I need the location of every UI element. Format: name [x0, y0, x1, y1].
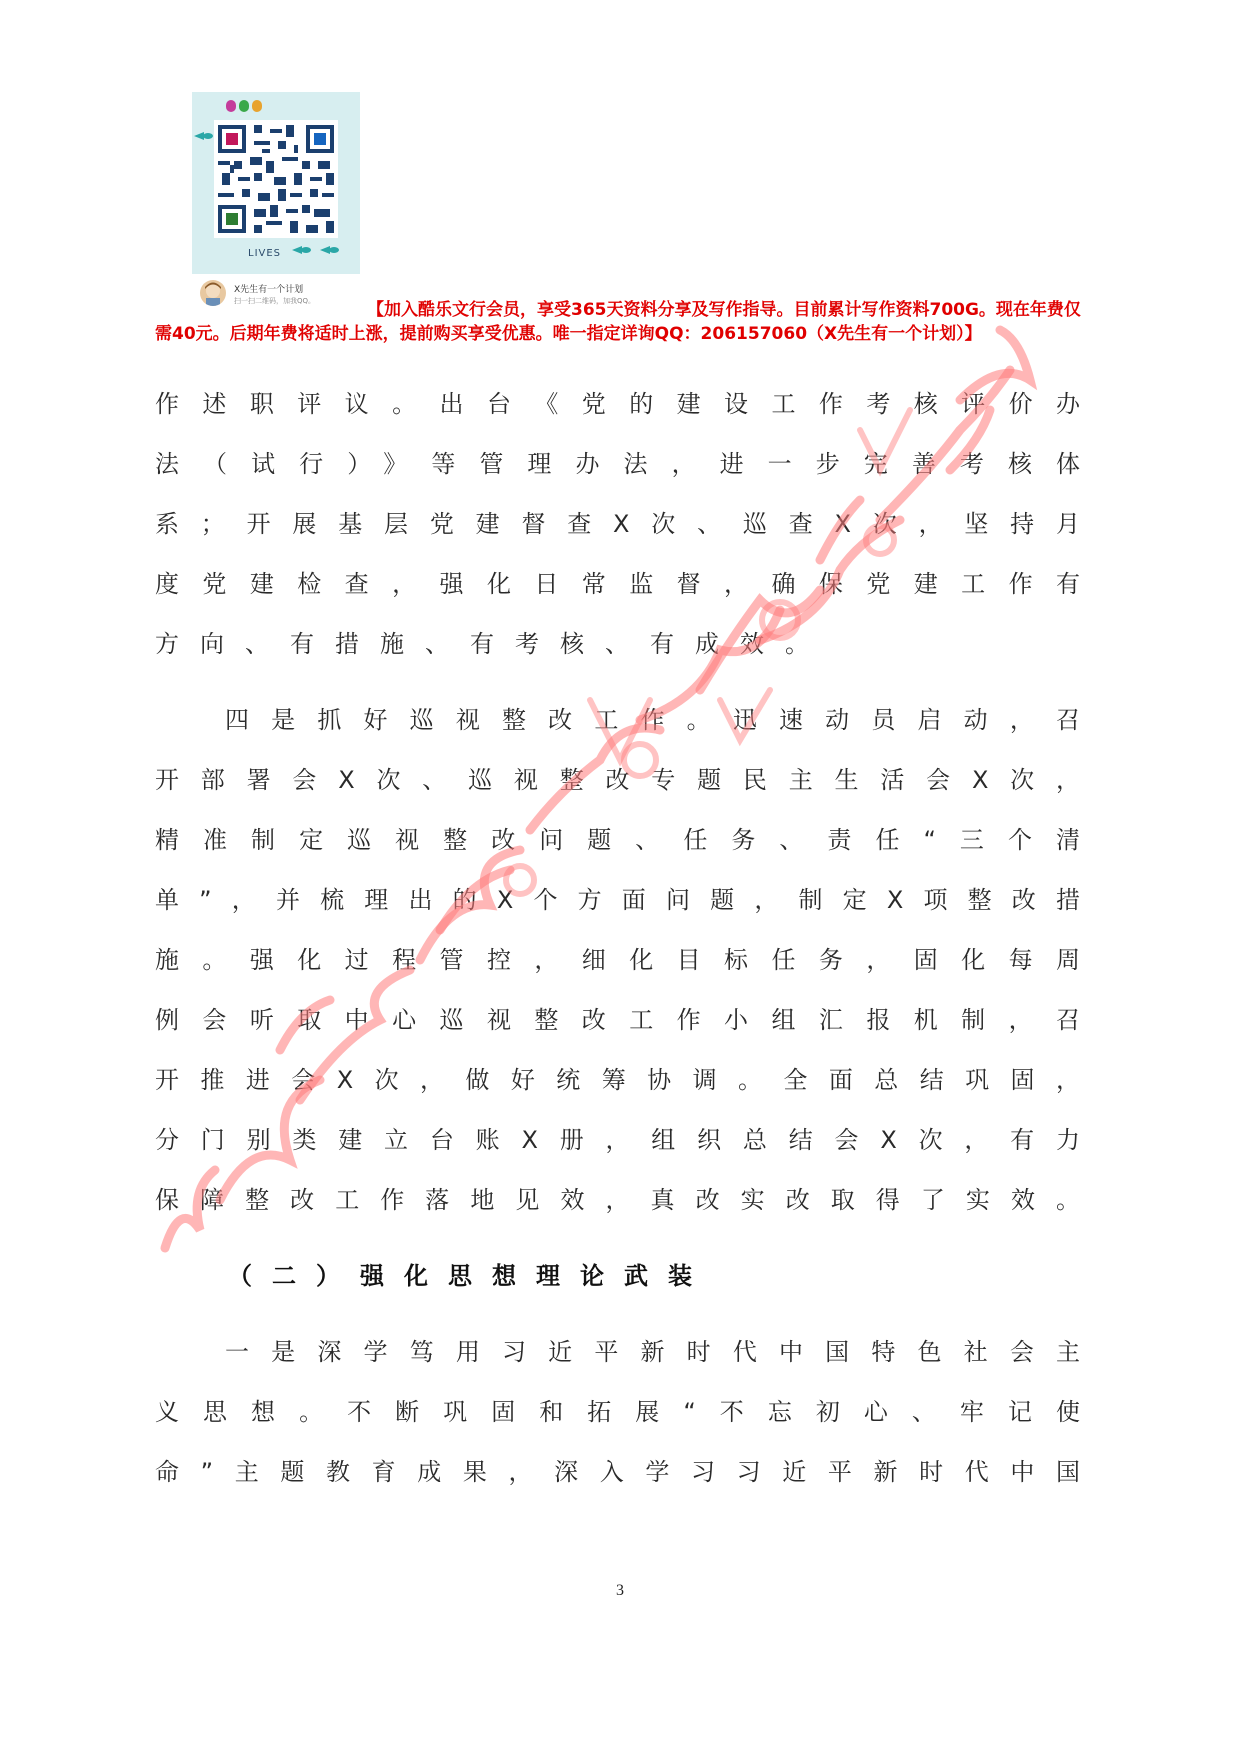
- text-line: 方向、有措施、有考核、有成效。: [155, 630, 830, 658]
- profile-name: X先生有一个计划: [234, 285, 304, 295]
- text-line: 开部署会X次、巡视整改专题民主生活会X次，: [155, 766, 1080, 794]
- text-line: 度党建检查，强化日常监督，确保党建工作有: [155, 570, 1080, 598]
- text-line: 作述职评议。出台《党的建设工作考核评价办: [155, 390, 1080, 418]
- text-line: 单”，并梳理出的X个方面问题，制定X项整改措: [155, 886, 1080, 914]
- text-line: 义思想。不断巩固和拓展“不忘初心、牢记使: [155, 1398, 1080, 1426]
- promo-banner: 【加入酷乐文行会员，享受365天资料分享及写作指导。目前累计写作资料700G。现在年费仅需40元。后期年费将适时上涨，提前购买享受优惠。唯一指定详询QQ：206157060（X先生有一个计划）】: [155, 300, 1081, 344]
- text-line: 分门别类建立台账X册，组织总结会X次，有力: [155, 1126, 1080, 1154]
- text-line: 四是抓好巡视整改工作。迅速动员启动，召: [225, 706, 1080, 734]
- text-line: 精准制定巡视整改问题、任务、责任“三个清: [155, 826, 1080, 854]
- text-line: 法（试行）》等管理办法，进一步完善考核体: [155, 450, 1080, 478]
- section-heading: （二）强化思想理论武装: [228, 1262, 712, 1290]
- text-line: 系；开展基层党建督查X次、巡查X次，坚持月: [155, 510, 1080, 538]
- profile-subtitle: 扫一扫二维码，加我QQ。: [234, 297, 316, 305]
- text-line: 施。强化过程管控，细化目标任务，固化每周: [155, 946, 1080, 974]
- page-number: 3: [616, 1582, 624, 1599]
- qr-code-card: [192, 92, 360, 274]
- text-line: 命”主题教育成果，深入学习习近平新时代中国: [155, 1458, 1080, 1486]
- text-line: 例会听取中心巡视整改工作小组汇报机制，召: [155, 1006, 1080, 1034]
- fish-icons: [192, 92, 360, 274]
- text-line: 一是深学笃用习近平新时代中国特色社会主: [225, 1338, 1080, 1366]
- text-line: 开推进会X次，做好统筹协调。全面总结巩固，: [155, 1066, 1080, 1094]
- text-line: 保障整改工作落地见效，真改实改取得了实效。: [155, 1186, 1080, 1214]
- qr-caption: LIVES: [248, 248, 282, 259]
